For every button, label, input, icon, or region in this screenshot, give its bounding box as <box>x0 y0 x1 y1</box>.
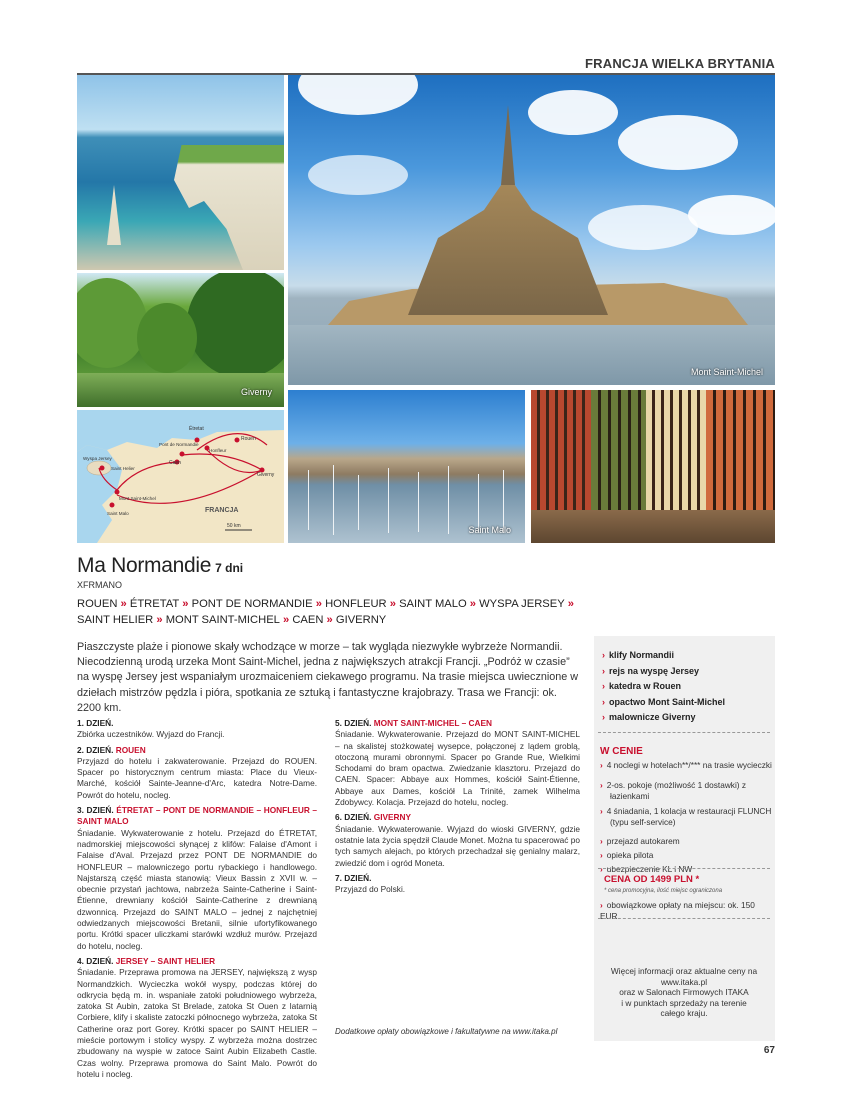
boat-mast <box>503 470 504 532</box>
included-text: przejazd autokarem <box>606 836 680 846</box>
highlight-text: opactwo Mont Saint-Michel <box>609 696 725 707</box>
highlight-item <box>602 664 772 680</box>
day-number: 1. DZIEŃ. <box>77 718 114 728</box>
photo-saint-malo <box>288 390 525 543</box>
double-chevron-icon: » <box>323 614 336 626</box>
info-line: Więcej informacji oraz aktualne ceny na <box>610 966 758 976</box>
day-place: JERSEY – SAINT HELIER <box>115 955 216 966</box>
map-label-caen: Caen <box>169 460 181 466</box>
info-line: i w punktach sprzedaży na terenie <box>621 997 747 1008</box>
info-line: oraz w Salonach Firmowych ITAKA <box>619 987 749 998</box>
day-text: Śniadanie. Wykwaterowanie z hotelu. Przejazd do ÉTRETAT, nadmorskiej miejscowości słynącej z klifów: Falaise d'Amont i Falaise d'Aval. Przejazd przez PONT DE NORMANDIE do HONFLEUR – malowniczego portu rybackiego i handlowego. Najstarszą część miasta stanowią: Vieux Bassin z XVII w. – obecnie przystań jachtowa, nabrzeża Sainte-Catherine i Saint-Étienne, drewniany kościół Sainte-Catherine z drewnianą dzwonnicą. Przejazd do SAINT MALO – jednej z najchętniej odwiedzanych miejscowości Bretanii, silnie ufortyfikowanego portu. Krótki spacer uliczkami starówki wzdłuż murów. Przejazd do hotelu, nocleg. <box>77 827 317 951</box>
itinerary-day <box>77 805 317 952</box>
needle-rock <box>107 185 121 245</box>
included-item <box>600 760 772 771</box>
map-label-helier: Saint Helier <box>111 466 135 471</box>
double-chevron-icon: » <box>564 598 575 610</box>
itinerary-day <box>335 873 580 896</box>
chevron-right-icon: › <box>602 696 605 707</box>
day-number: 5. DZIEŃ. <box>335 718 372 728</box>
day-text: Zbiórka uczestników. Wyjazd do Francji. <box>77 729 225 740</box>
day-heading <box>77 745 317 756</box>
cloud <box>308 155 408 195</box>
route-stop: ÉTRETAT <box>129 598 180 610</box>
highlight-text: klify Normandii <box>609 650 675 660</box>
highlight-item <box>602 695 772 711</box>
day-text: Śniadanie. Wykwaterowanie. Przejazd do MONT SAINT-MICHEL – na skalistej stożkowatej wysepce, połączonej z lądem groblą, otoczoną murami obronnymi. Spacer po Grande Rue, Wielkimi Schodami do bram opactwa. Zwiedzanie klasztoru. Przejazd do CAEN. Spacer: Abbaye aux Hommes, kościół Saint-Étienne, Abbaye aux Dames, kościół La Trinité, zamek Wilhelma Zdobywcy. Kolacja. Przejazd do hotelu, nocleg. <box>335 729 580 808</box>
map-label-pont: Pont de Normandie <box>159 442 199 447</box>
map-label-giverny: Giverny <box>257 472 275 478</box>
abbey-mount <box>408 175 608 315</box>
day-number: 4. DZIEŃ. <box>77 955 114 966</box>
highlight-text: katedra w Rouen <box>609 681 682 692</box>
day-heading <box>335 873 580 884</box>
divider <box>598 918 770 919</box>
day-text: Przyjazd do hotelu i zakwaterowanie. Przejazd do ROUEN. Spacer po historycznym centrum miasta: Place du Vieux-Marché, kościół Sainte-Jeanne-d'Arc, katedra Notre-Dame. Powrót do hotelu, nocleg. <box>77 755 317 800</box>
day-number: 6. DZIEŃ. <box>335 812 372 823</box>
chevron-right-icon: › <box>600 760 603 770</box>
chevron-right-icon: › <box>602 665 605 676</box>
itinerary-day <box>335 718 580 808</box>
included-text: ubezpieczenie KL i NW <box>606 864 693 874</box>
day-number: 2. DZIEŃ. <box>77 744 114 755</box>
cloud <box>588 205 698 250</box>
day-text: Przyjazd do Polski. <box>335 884 406 895</box>
more-info <box>598 966 770 1019</box>
highlight-text: malownicze Giverny <box>609 712 696 723</box>
highlight-item <box>602 710 772 726</box>
route-stop: HONFLEUR <box>325 598 387 610</box>
photo-giverny <box>77 273 284 407</box>
photo-mont-saint-michel <box>288 75 775 385</box>
boat-mast <box>358 475 359 530</box>
day-heading <box>335 812 580 823</box>
sidebar-box <box>594 636 775 1041</box>
day-number: 3. DZIEŃ. <box>77 805 114 816</box>
double-chevron-icon: » <box>312 598 326 610</box>
day-place: ROUEN <box>115 744 146 755</box>
included-text: 4 noclegi w hotelach**/*** na trasie wycieczki <box>606 760 772 770</box>
itinerary-day <box>77 718 317 741</box>
day-heading <box>77 805 317 828</box>
route-stop: PONT DE NORMANDIE <box>191 598 313 610</box>
website-link[interactable]: www.itaka.pl <box>660 976 708 987</box>
route-stop: GIVERNY <box>335 614 387 626</box>
tree <box>77 278 147 368</box>
included-item <box>600 780 772 801</box>
double-chevron-icon: » <box>279 614 293 626</box>
photo-etretat-cliffs <box>77 75 284 270</box>
chevron-right-icon: › <box>602 650 605 660</box>
day-place: MONT SAINT-MICHEL – CAEN <box>373 718 493 728</box>
map-label-etretat: Étretat <box>189 426 204 432</box>
tour-title: Ma Normandie <box>77 554 212 577</box>
map-label-mont: Mont Saint-Michel <box>119 496 156 501</box>
day-place: ÉTRETAT – PONT DE NORMANDIE – HONFLEUR – SAINT MALO <box>77 805 317 827</box>
boat-mast <box>308 470 309 530</box>
itinerary-column-2 <box>335 718 580 899</box>
tour-duration: 7 dni <box>215 561 244 575</box>
day-text: Śniadanie. Przeprawa promowa na JERSEY, największą z wysp Normandzkich. Wycieczka wokół wyspy, podczas której do odkrycia będą m. in. wspaniałe zatoki południowego wybrzeża, zatoka St Aubin, zatoka St Brelade, zatoka St Ouen z latarnią Corbiere, klify i skaliste zatoczki północnego wybrzeża, zatoka St Catherine oraz port Gorey. Krótki spacer po SAINT HELIER – mieście portowym i stolicy wyspy. Z wybrzeża można dostrzec zbudowany na wyspie w zatoce Saint Aubin Elizabeth Castle. Czas wolny. Przeprawa promowa do Saint Malo. Powrót do hotelu i nocleg. <box>77 967 317 1079</box>
route-map <box>77 410 284 543</box>
double-chevron-icon: » <box>153 614 166 626</box>
day-place: GIVERNY <box>373 812 412 823</box>
chevron-right-icon: › <box>602 712 605 723</box>
itinerary-column-1 <box>77 718 317 1084</box>
route-stop: MONT SAINT-MICHEL <box>165 614 280 626</box>
itinerary-day <box>77 956 317 1080</box>
cliff-shape <box>144 145 284 270</box>
street-level <box>531 510 775 543</box>
double-chevron-icon: » <box>117 598 130 610</box>
day-number: 7. DZIEŃ. <box>335 872 372 883</box>
fees-text: obowiązkowe opłaty na miejscu: ok. 150 EUR <box>600 900 755 921</box>
boat-mast <box>478 474 479 532</box>
photo-rouen-houses <box>531 390 775 543</box>
info-line: całego kraju. <box>660 1008 708 1019</box>
included-item <box>600 850 772 861</box>
chevron-right-icon: › <box>600 900 603 910</box>
chevron-right-icon: › <box>600 780 603 790</box>
divider <box>598 732 770 733</box>
caption-saint-malo: Saint Malo <box>468 525 511 535</box>
map-label-francja: FRANCJA <box>205 507 239 514</box>
included-item <box>600 806 772 827</box>
highlight-item <box>602 648 772 664</box>
map-label-malo: Saint Malo <box>107 511 129 516</box>
tour-intro: Piaszczyste plaże i pionowe skały wchodzące w morze – tak wygląda niezwykłe wybrzeże Normandii. Niecodzienną urodą urzeka Mont Saint-Michel, jedna z największych atrakcji Francji. „Podróż w czasie” na wyspę Jersey jest wspaniałym urozmaiceniem ciekawego programu. Na trasie miejsca uwiecznione w dziełach mistrzów pędzla i pióra, spotkania ze sztuką i fantastyczne krajobrazy. Trasa we Francji: ok. 2200 km. <box>77 641 579 714</box>
tree <box>137 303 197 373</box>
day-text: Śniadanie. Wykwaterowanie. Wyjazd do wioski GIVERNY, gdzie ostatnie lata życia spędził Claude Monet. Można tu spacerować po tych samych alejach, po których przechadzał się genialny malarz, zwiedzić dom i ogród Moneta. <box>335 823 580 868</box>
route-stop: SAINT HELIER <box>77 614 154 626</box>
boat-mast <box>448 466 449 534</box>
highlights-list <box>602 648 772 726</box>
cloud <box>688 195 775 235</box>
highlight-item <box>602 679 772 695</box>
page-number: 67 <box>763 1045 775 1056</box>
route-stop: SAINT MALO <box>399 598 467 610</box>
double-chevron-icon: » <box>466 598 480 610</box>
included-text: opieka pilota <box>606 850 654 860</box>
highlight-text: rejs na wyspę Jersey <box>609 665 700 676</box>
abbey-spire <box>501 105 515 185</box>
map-label-honfleur: Honfleur <box>209 448 227 453</box>
double-chevron-icon: » <box>386 598 400 610</box>
caption-giverny: Giverny <box>240 387 272 397</box>
price-note: * cena promocyjna, ilość miejsc ograniczona <box>604 888 723 894</box>
route-stop: CAEN <box>292 614 324 626</box>
chevron-right-icon: › <box>602 681 605 692</box>
itinerary-day <box>335 812 580 868</box>
chevron-right-icon: › <box>600 806 603 816</box>
divider <box>598 868 770 869</box>
day-heading <box>77 718 317 729</box>
cloud <box>618 115 738 170</box>
included-text: 2-os. pokoje (możliwość 1 dostawki) z łazienkami <box>606 780 747 801</box>
cloud <box>528 90 618 135</box>
route-map-graphic <box>77 410 284 543</box>
included-text: 4 śniadania, 1 kolacja w restauracji FLUNCH (typu self-service) <box>606 806 772 827</box>
tour-title-row <box>77 554 243 578</box>
boat-mast <box>418 472 419 532</box>
section-header: FRANCJA WIELKA BRYTANIA <box>585 56 775 71</box>
included-item <box>600 864 772 875</box>
caption-mont-saint-michel: Mont Saint-Michel <box>690 367 763 377</box>
price: CENA OD 1499 PLN * <box>604 874 700 885</box>
route-stop: WYSPA JERSEY <box>479 598 565 610</box>
day-heading <box>335 718 580 729</box>
tour-route <box>77 596 597 628</box>
tour-code: XFRMANO <box>77 580 122 590</box>
map-label-wyspa: Wyspa Jersey <box>83 456 112 461</box>
itinerary-day <box>77 745 317 801</box>
included-item <box>600 836 772 847</box>
boat-mast <box>388 468 389 533</box>
map-label-rouen: Rouen <box>241 436 256 442</box>
tree <box>187 273 284 378</box>
double-chevron-icon: » <box>179 598 192 610</box>
chevron-right-icon: › <box>600 836 603 846</box>
price-includes-heading: W CENIE <box>600 746 643 757</box>
boat-mast <box>333 465 334 535</box>
fees-note: Dodatkowe opłaty obowiązkowe i fakultatywne na www.itaka.pl <box>335 1027 558 1036</box>
chevron-right-icon: › <box>600 850 603 860</box>
chevron-right-icon: › <box>600 864 603 874</box>
day-heading <box>77 956 317 967</box>
route-stop: ROUEN <box>77 598 118 610</box>
cloud <box>298 75 418 115</box>
map-scale-label: 50 km <box>227 523 241 529</box>
